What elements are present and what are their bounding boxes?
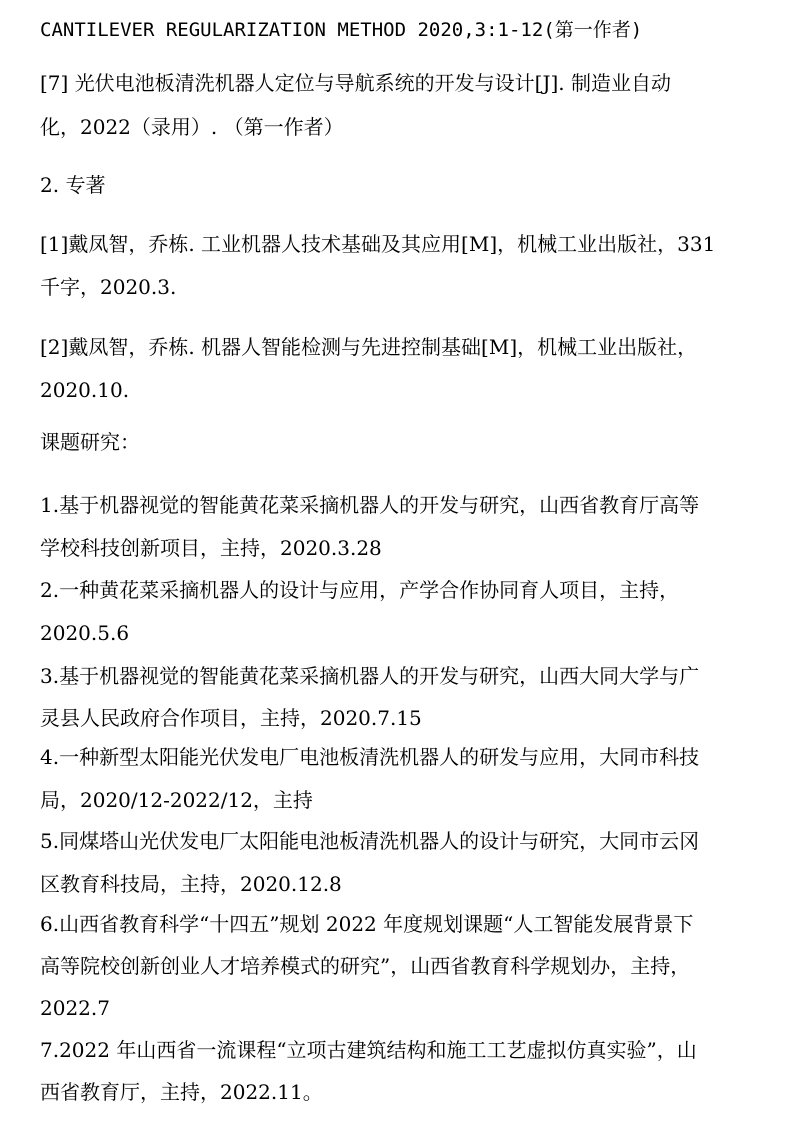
project-4-line-2: 局，2020/12-2022/12，主持 <box>40 788 313 812</box>
monograph-2-line-2: 2020.10. <box>40 378 130 402</box>
paper-7-line-1: [7] 光伏电池板清洗机器人定位与导航系统的开发与设计[J]. 制造业自动 <box>40 71 672 95</box>
project-6-line-1: 6.山西省教育科学“十四五”规划 2022 年度规划课题“人工智能发展背景下 <box>40 912 694 936</box>
project-5-line-2: 区教育科技局，主持，2020.12.8 <box>40 872 342 896</box>
project-7-line-2: 西省教育厅，主持，2022.11。 <box>40 1080 323 1104</box>
monographs-heading: 2. 专著 <box>40 173 106 197</box>
project-6-line-3: 2022.7 <box>40 996 110 1020</box>
project-3-line-2: 灵县人民政府合作项目，主持，2020.7.15 <box>40 706 422 730</box>
monograph-1-line-1: [1]戴凤智，乔栋. 工业机器人技术基础及其应用[M]，机械工业出版社，331 <box>40 232 716 256</box>
project-1-line-1: 1.基于机器视觉的智能黄花菜采摘机器人的开发与研究，山西省教育厅高等 <box>40 493 700 517</box>
project-7-line-1: 7.2022 年山西省一流课程“立项古建筑结构和施工工艺虚拟仿真实验”，山 <box>40 1038 697 1062</box>
project-2-line-1: 2.一种黄花菜采摘机器人的设计与应用，产学合作协同育人项目，主持， <box>40 578 680 602</box>
project-1-line-2: 学校科技创新项目，主持，2020.3.28 <box>40 536 382 560</box>
monograph-2-line-1: [2]戴凤智，乔栋. 机器人智能检测与先进控制基础[M]，机械工业出版社， <box>40 335 698 359</box>
paper-6-citation-end: CANTILEVER REGULARIZATION METHOD 2020,3:1-12(第一作者) <box>40 19 643 41</box>
project-4-line-1: 4.一种新型太阳能光伏发电厂电池板清洗机器人的研发与应用，大同市科技 <box>40 745 700 769</box>
project-6-line-2: 高等院校创新创业人才培养模式的研究”，山西省教育科学规划办，主持， <box>40 954 691 978</box>
paper-7-line-2: 化，2022（录用）. （第一作者） <box>40 115 344 139</box>
project-3-line-1: 3.基于机器视觉的智能黄花菜采摘机器人的开发与研究，山西大同大学与广 <box>40 664 700 688</box>
project-5-line-1: 5.同煤塔山光伏发电厂太阳能电池板清洗机器人的设计与研究，大同市云冈 <box>40 829 700 853</box>
project-2-line-2: 2020.5.6 <box>40 621 130 645</box>
projects-heading: 课题研究： <box>40 430 140 454</box>
monograph-1-line-2: 千字，2020.3. <box>40 275 177 299</box>
